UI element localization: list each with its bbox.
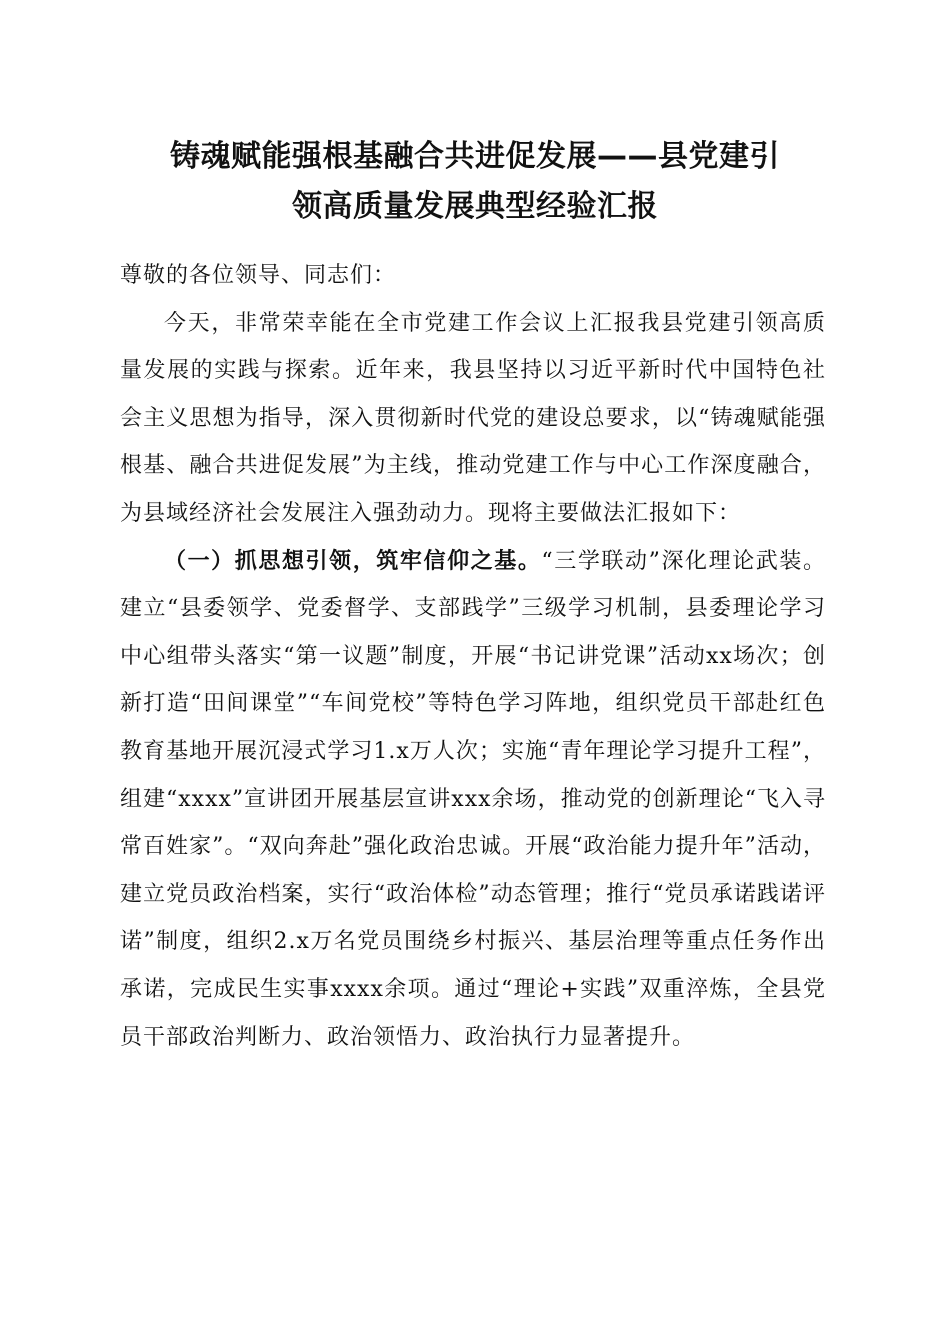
section-1-body: “三学联动”深化理论武装。建立“县委领学、党委督学、支部践学”三级学习机制，县委理论学习中心组带头落实“第一议题”制度，开展“书记讲党课”活动xx场次；创新打造“田间课堂”“车间党校”等特色学习阵地，组织党员干部赴红色教育基地开展沉浸式学习1.x万人次；实施“青年理论学习提升工程”，组建“xxxx”宣讲团开展基层宣讲xxx余场，推动党的创新理论“飞入寻常百姓家”。“双向奔赴”强化政治忠诚。开展“政治能力提升年”活动，建立党员政治档案，实行“政治体检”动态管理；推行“党员承诺践诺评诺”制度，组织2.x万名党员围绕乡村振兴、基层治理等重点任务作出承诺，完成民生实事xxxx余项。通过“理论+实践”双重淬炼，全县党员干部政治判断力、政治领悟力、政治执行力显著提升。 [120, 548, 826, 1050]
salutation: 尊敬的各位领导、同志们： [120, 263, 397, 288]
title-line-1: 铸魂赋能强根基融合共进促发展——县党建引 [170, 139, 780, 174]
section-1-paragraph [120, 538, 826, 1062]
title-line-2: 领高质量发展典型经验汇报 [292, 189, 658, 224]
section-1-heading: （一）抓思想引领，筑牢信仰之基。 [164, 548, 542, 574]
document-body [120, 252, 826, 1061]
intro-paragraph: 今天，非常荣幸能在全市党建工作会议上汇报我县党建引领高质量发展的实践与探索。近年来，我县坚持以习近平新时代中国特色社会主义思想为指导，深入贯彻新时代党的建设总要求，以“铸魂赋能强根基、融合共进促发展”为主线，推动党建工作与中心工作深度融合，为县域经济社会发展注入强劲动力。现将主要做法汇报如下： [120, 310, 826, 526]
document-title [110, 132, 840, 232]
